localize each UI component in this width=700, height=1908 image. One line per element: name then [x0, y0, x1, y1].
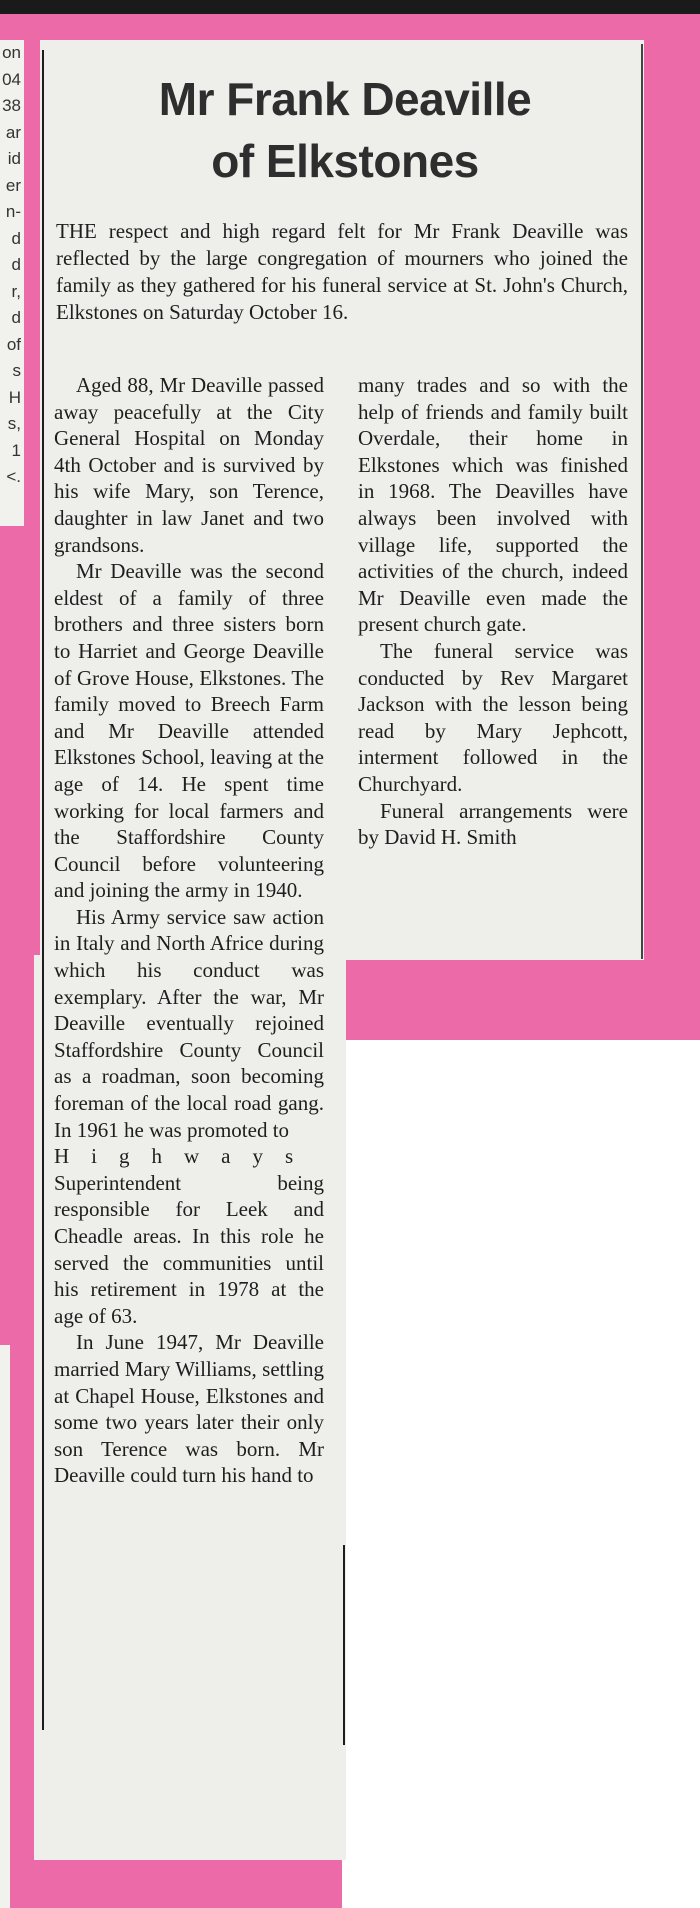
- fragment-line: 1: [11, 440, 21, 460]
- paragraph-trades: many trades and so with the help of friends and family built Overdale, their home in Elkstones which was finished in 1968. The Deavilles have always been involved with village life, supported the activities of the church, indeed Mr Deaville even made the present church gate.: [358, 373, 628, 637]
- paragraph-age: Aged 88, Mr Deaville passed away peacefully at the City General Hospital on Monday 4th October and is survived by his wife Mary, son Terence, daughter in law Janet and two grandsons.: [54, 373, 324, 557]
- fragment-line: ar: [5, 122, 21, 142]
- fragment-line: d: [11, 228, 21, 248]
- fragment-line: er: [5, 175, 21, 195]
- top-dark-edge: [0, 0, 700, 14]
- article-headline: [60, 68, 630, 192]
- fragment-line: of: [6, 334, 21, 354]
- paragraph-arrangements: Funeral arrangements were by David H. Smith: [358, 798, 628, 850]
- paragraph-funeral-service: The funeral service was conducted by Rev Margaret Jackson with the lesson being read by Mary Jephcott, interment followed in the Churchyard.: [358, 638, 628, 796]
- paragraph-army-highways: [54, 1143, 324, 1170]
- fragment-line: 38: [2, 96, 21, 115]
- right-border-rule: [641, 44, 643, 959]
- article-intro: THE respect and high regard felt for Mr Frank Deaville was reflected by the large congregation of mourners who joined the family as they gathered for his funeral service at St. John's Church, Elkstones on Saturday October 16.: [56, 219, 628, 324]
- fragment-line: r,: [11, 281, 21, 301]
- fragment-line: s,: [7, 414, 21, 433]
- fragment-line: H: [8, 387, 21, 407]
- fragment-line: 04: [2, 69, 21, 89]
- adjacent-clipping-fragment-lower: [0, 1345, 10, 1908]
- paragraph-marriage: In June 1947, Mr Deaville married Mary Williams, settling at Chapel House, Elkstones and some two years later their only son Terence was born. Mr Deaville could turn his hand to: [54, 1330, 324, 1488]
- fragment-line: d: [11, 255, 21, 274]
- fragment-line: <.: [6, 467, 21, 486]
- column-divider-rule: [343, 1545, 345, 1745]
- blank-paper-area: [342, 1040, 700, 1908]
- fragment-line: d: [11, 308, 21, 327]
- headline-line-2: of Elkstones: [211, 135, 479, 187]
- article-column-left: [54, 372, 324, 1489]
- fragment-line: id: [7, 149, 21, 168]
- paragraph-army-b: Superintendent being responsible for Leek and Cheadle areas. In this role he served the communities until his retirement in 1978 at the age of 63.: [54, 1170, 324, 1328]
- paragraph-family: Mr Deaville was the second eldest of a family of three brothers and three sisters born to Harriet and George Deaville of Grove House, Elkstones. The family moved to Breech Farm and Mr Deaville attended Elkstones School, leaving at the age of 14. He spent time working for local farmers and the Staffordshire County Council before volunteering and joining the army in 1940.: [54, 559, 324, 903]
- highways-word: Highways: [54, 1144, 316, 1169]
- left-column-rule: [42, 50, 44, 1730]
- adjacent-clipping-fragment: [0, 40, 24, 526]
- headline-line-1: Mr Frank Deaville: [158, 73, 532, 125]
- article-column-right: [358, 372, 628, 851]
- paragraph-army-a: His Army service saw action in Italy and North Africe during which his conduct was exemplary. After the war, Mr Deaville eventually rejoined Staffordshire County Council as a roadman, soon becoming foreman of the local road gang. In 1961 he was promoted to: [54, 904, 324, 1142]
- fragment-line: s: [12, 361, 21, 380]
- fragment-line: n-: [5, 202, 21, 221]
- fragment-line: on: [2, 43, 21, 62]
